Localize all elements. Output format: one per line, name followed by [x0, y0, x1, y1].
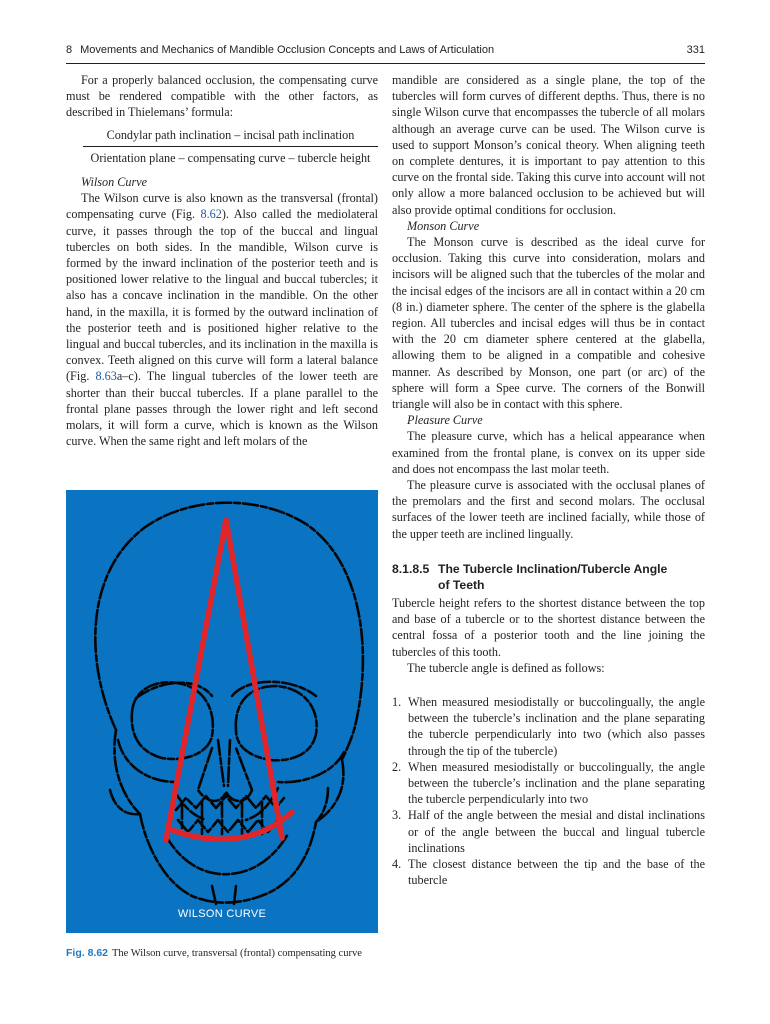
right-column — [392, 72, 705, 888]
running-header — [66, 44, 705, 60]
list-item-number: 1. — [392, 694, 402, 709]
list-item-text: When measured mesiodistally or buccolingually, the angle between the tubercle’s inclination and the plane separating the tubercle perpendicularly into two — [408, 759, 705, 807]
left-column — [66, 72, 378, 449]
chapter-number: 8 — [66, 44, 73, 56]
wilson-text-part-3: a–c). The lingual tubercles of the lower teeth are shorter than their buccal tubercles. If a plane parallel to the frontal plane passes through the lower right and left second molars, it will form a curve, which is known as the Wilson curve. When the same right and left molars of the — [66, 369, 378, 449]
skull-diagram — [66, 490, 378, 933]
list-item — [392, 807, 705, 856]
chapter-title: Movements and Mechanics of Mandible Occlusion Concepts and Laws of Articulation — [80, 44, 495, 56]
intro-paragraph: For a properly balanced occlusion, the compensating curve must be rendered compatible with the other factors, as described in Thielemans’ formula: — [66, 73, 378, 120]
pleasure-curve-heading: Pleasure Curve — [407, 413, 483, 428]
figure-caption — [66, 947, 386, 959]
section-title-line-1: The Tubercle Inclination/Tubercle Angle — [438, 561, 668, 576]
list-item-text: When measured mesiodistally or buccolingually, the angle between the tubercle’s inclination and the plane separating the tubercle perpendicularly into two (which also passes through the tip of the tubercle) — [408, 694, 705, 758]
list-item — [392, 759, 705, 808]
header-rule — [66, 63, 705, 64]
caption-text: The Wilson curve, transversal (frontal) compensating curve — [112, 948, 362, 959]
wilson-continuation-paragraph: mandible are considered as a single plane, the top of the tubercles will form curves of different depths. Thus, there is no single Wilson curve that encompasses the tubercle of all molars although an average curve can be used. The Wilson curve is used to support Monson’s conical theory. When aligning teeth on complete dentures, it is important to pay attention to this curve on the frontal side. Taking this curve into account will not only allow a more balanced occlusion to be achieved but will also provide optimal conditions for occlusion. — [392, 73, 705, 217]
running-header-chapter — [66, 44, 494, 56]
list-item — [392, 694, 705, 759]
tubercle-angle-intro: The tubercle angle is defined as follows: — [407, 660, 605, 675]
list-item — [392, 856, 705, 888]
tubercle-height-paragraph: Tubercle height refers to the shortest distance between the top and base of a tubercle or to the shortest distance between the central fossa of a posterior tooth and the line joining the tubercles of this tooth. — [392, 595, 705, 659]
section-heading — [392, 561, 705, 594]
figure-link-8-62[interactable]: 8.62 — [200, 207, 222, 222]
section-number: 8.1.8.5 — [392, 561, 430, 576]
tubercle-angle-list — [392, 694, 705, 888]
thielemans-formula — [83, 127, 378, 166]
wilson-curve-heading: Wilson Curve — [81, 175, 148, 190]
page-number: 331 — [686, 44, 705, 56]
list-item-text: Half of the angle between the mesial and distal inclinations or of the angle between the buccal and lingual tubercle inclinations — [408, 808, 705, 855]
monson-curve-paragraph: The Monson curve is described as the ideal curve for occlusion. Taking this curve into consideration, molars and incisors will be aligned such that the tubercles of the molar and the incisal edges of the incisors are all in contact within a 20 cm (8 in.) diameter sphere. The center of the sphere is the glabella region. All tubercles and incisal edges will thus be in contact with the 20 cm diameter sphere centered at the glabella, allowing them to be aligned in a compatible and cohesive manner. As described by Monson, one part (or arc) of the sphere will form a Spee curve. The corners of the Bonwill triangle will also be in contact with this sphere. — [392, 235, 705, 412]
formula-denominator: Orientation plane – compensating curve – tubercle height — [90, 150, 371, 165]
list-item-number: 3. — [392, 808, 402, 823]
wilson-text-part-2: ). Also called the mediolateral curve, it passes through the top of the buccal and lingual tubercles on both sides. In the mandible, Wilson curve is formed by the inward inclination of the posterior teeth and is positioned lower relative to the lingual and buccal tubercles; it also has a concave inclination in the mandible. On the other hand, in the maxilla, it is formed by the outward inclination of the posterior teeth and is positioned higher relative to the lingual and buccal tubercles, and its inclination in the maxilla is convex. Teeth aligned on this curve will form a lateral balance (Fig. — [66, 207, 378, 384]
figure-label: WILSON CURVE — [177, 908, 267, 920]
caption-figure-number: Fig. 8.62 — [66, 947, 109, 959]
wilson-text-part-1: The Wilson curve is also known as the transversal (frontal) compensating curve (Fig. — [66, 191, 378, 222]
pleasure-curve-paragraph-2: The pleasure curve is associated with the occlusal planes of the premolars and the first and second molars. The occlusal surfaces of the lower teeth are inclined facially, while those of the upper teeth are inclined lingually. — [392, 478, 705, 541]
list-item-text: The closest distance between the tip and the base of the tubercle — [408, 856, 705, 888]
formula-numerator: Condylar path inclination – incisal path inclination — [83, 127, 378, 147]
wilson-curve-figure — [66, 490, 378, 933]
pleasure-curve-paragraph-1: The pleasure curve, which has a helical appearance when examined from the frontal plane, is convex on its upper side and does not encompass the last molar teeth. — [392, 429, 705, 476]
monson-curve-heading: Monson Curve — [407, 218, 480, 233]
list-item-number: 4. — [392, 856, 402, 871]
figure-link-8-63[interactable]: 8.63 — [95, 369, 117, 384]
list-item-number: 2. — [392, 759, 402, 774]
wilson-curve-paragraph — [66, 190, 378, 449]
section-title-line-2: of Teeth — [438, 578, 485, 593]
